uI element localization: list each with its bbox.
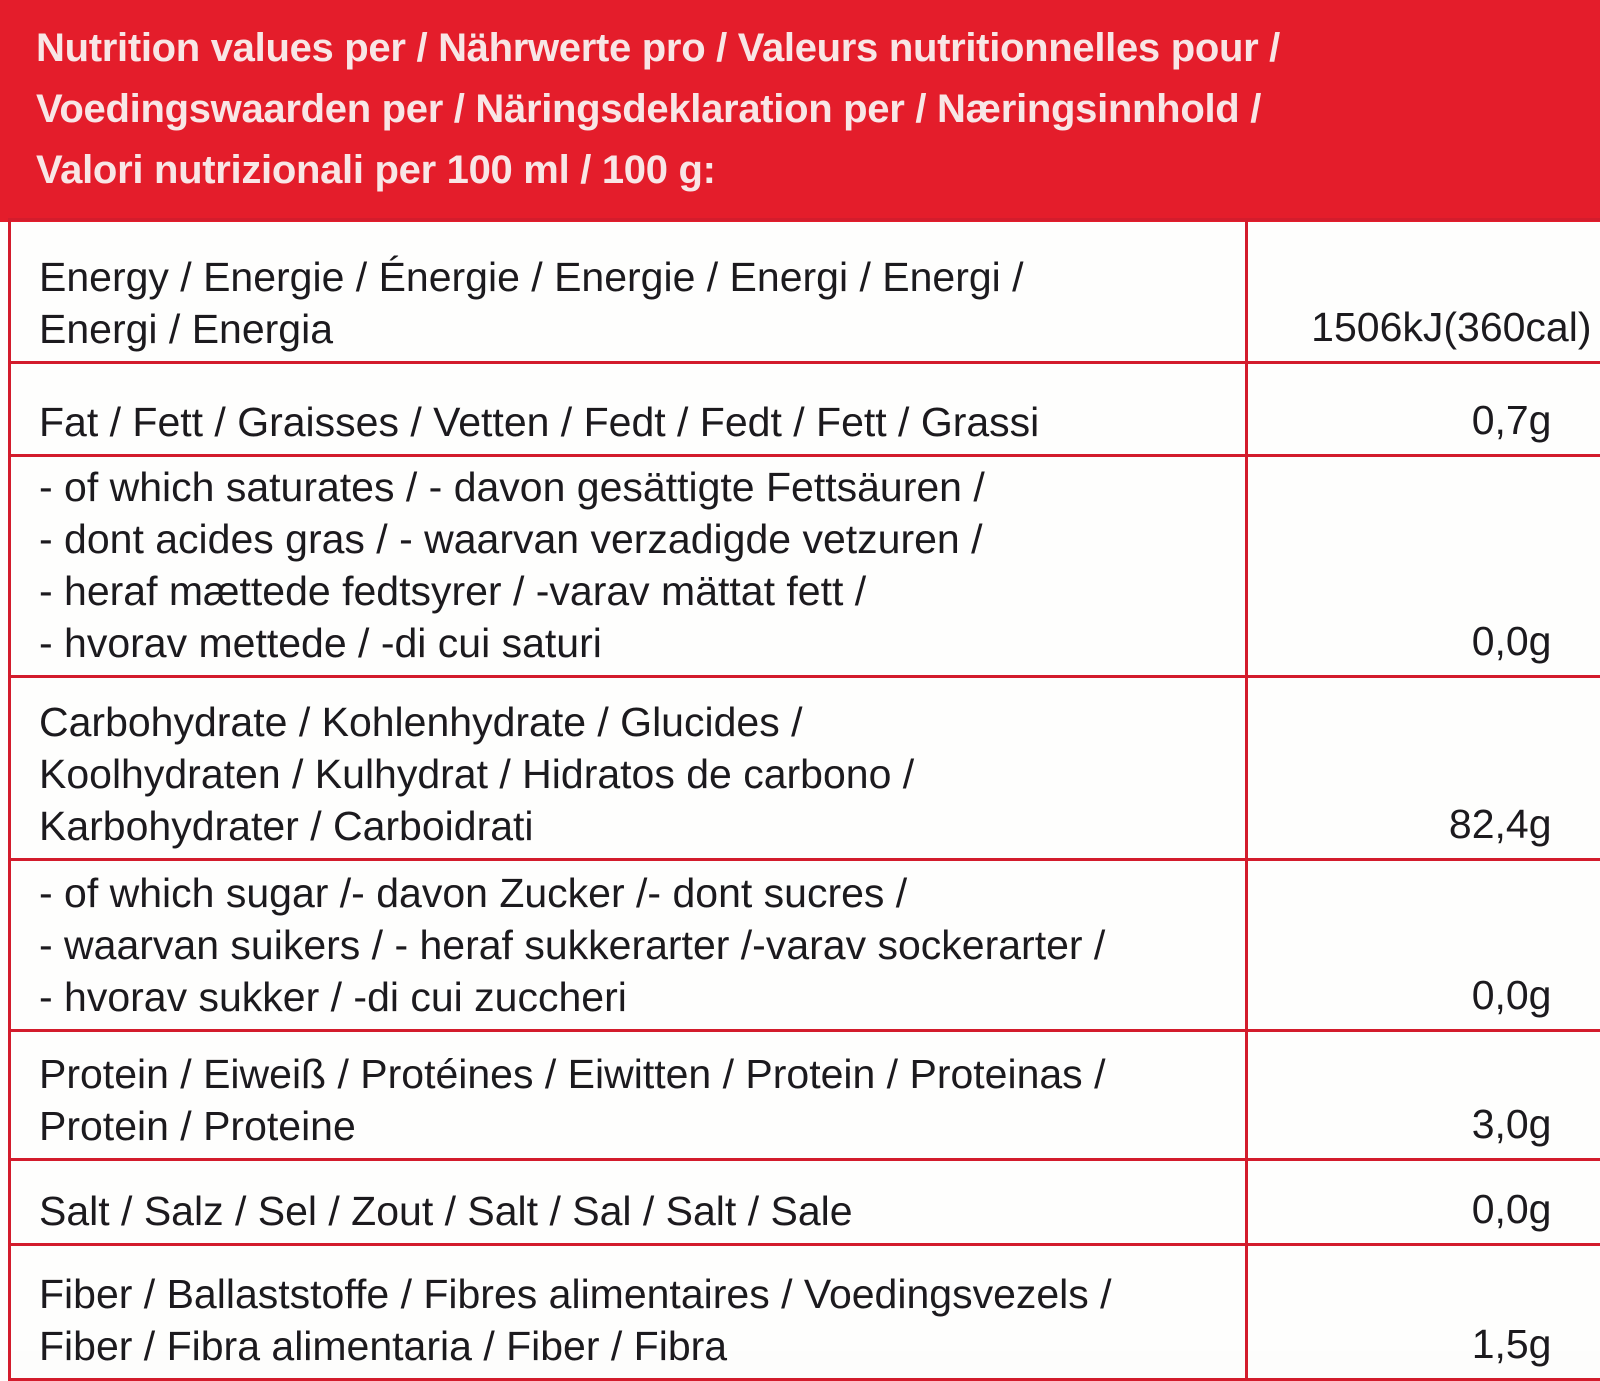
nutrient-value: 3,0g	[1247, 1031, 1600, 1160]
nutrition-row-sugar	[10, 860, 1600, 1031]
nutrition-row-salt	[10, 1160, 1600, 1245]
nutrient-name: Energy / Energie / Énergie / Energie / Energi / Energi / Energi / Energia	[10, 220, 1247, 363]
nutrient-value: 0,7g	[1247, 363, 1600, 456]
nutrient-name: Fat / Fett / Graisses / Vetten / Fedt / Fedt / Fett / Grassi	[10, 363, 1247, 456]
nutrition-row-fat	[10, 363, 1600, 456]
nutrient-name: Fiber / Ballaststoffe / Fibres alimentaires / Voedingsvezels / Fiber / Fibra alimentaria / Fiber / Fibra	[10, 1245, 1247, 1380]
nutrient-value: 0,0g	[1247, 1160, 1600, 1245]
nutrient-name: - of which saturates / - davon gesättigte Fettsäuren / - dont acides gras / - waarvan verzadigde vetzuren / - heraf mættede fedtsyrer / -varav mättat fett / - hvorav mettede / -di cui saturi	[10, 456, 1247, 677]
header-line: Voedingswaarden per / Näringsdeklaration per / Næringsinnhold /	[36, 79, 1600, 140]
nutrient-name: Carbohydrate / Kohlenhydrate / Glucides / Koolhydraten / Kulhydrat / Hidratos de carbono / Karbohydrater / Carboidrati	[10, 677, 1247, 860]
nutrient-value: 1506kJ(360cal)	[1247, 220, 1600, 363]
nutrition-header	[0, 0, 1600, 222]
nutrient-name: - of which sugar /- davon Zucker /- dont sucres / - waarvan suikers / - heraf sukkerarter /-varav sockerarter / - hvorav sukker / -di cui zuccheri	[10, 860, 1247, 1031]
nutrient-value: 82,4g	[1247, 677, 1600, 860]
nutrition-row-carbohydrate	[10, 677, 1600, 860]
nutrient-value: 1,5g	[1247, 1245, 1600, 1380]
nutrition-table	[8, 218, 1600, 1381]
nutrient-value: 0,0g	[1247, 860, 1600, 1031]
nutrition-row-energy	[10, 220, 1600, 363]
header-line: Nutrition values per / Nährwerte pro / Valeurs nutritionnelles pour /	[36, 18, 1600, 79]
nutrition-row-saturates	[10, 456, 1600, 677]
nutrient-name: Salt / Salz / Sel / Zout / Salt / Sal / Salt / Sale	[10, 1160, 1247, 1245]
nutrition-row-fiber	[10, 1245, 1600, 1380]
header-line: Valori nutrizionali per 100 ml / 100 g:	[36, 140, 1600, 201]
nutrient-value: 0,0g	[1247, 456, 1600, 677]
nutrition-row-protein	[10, 1031, 1600, 1160]
nutrient-name: Protein / Eiweiß / Protéines / Eiwitten / Protein / Proteinas / Protein / Proteine	[10, 1031, 1247, 1160]
